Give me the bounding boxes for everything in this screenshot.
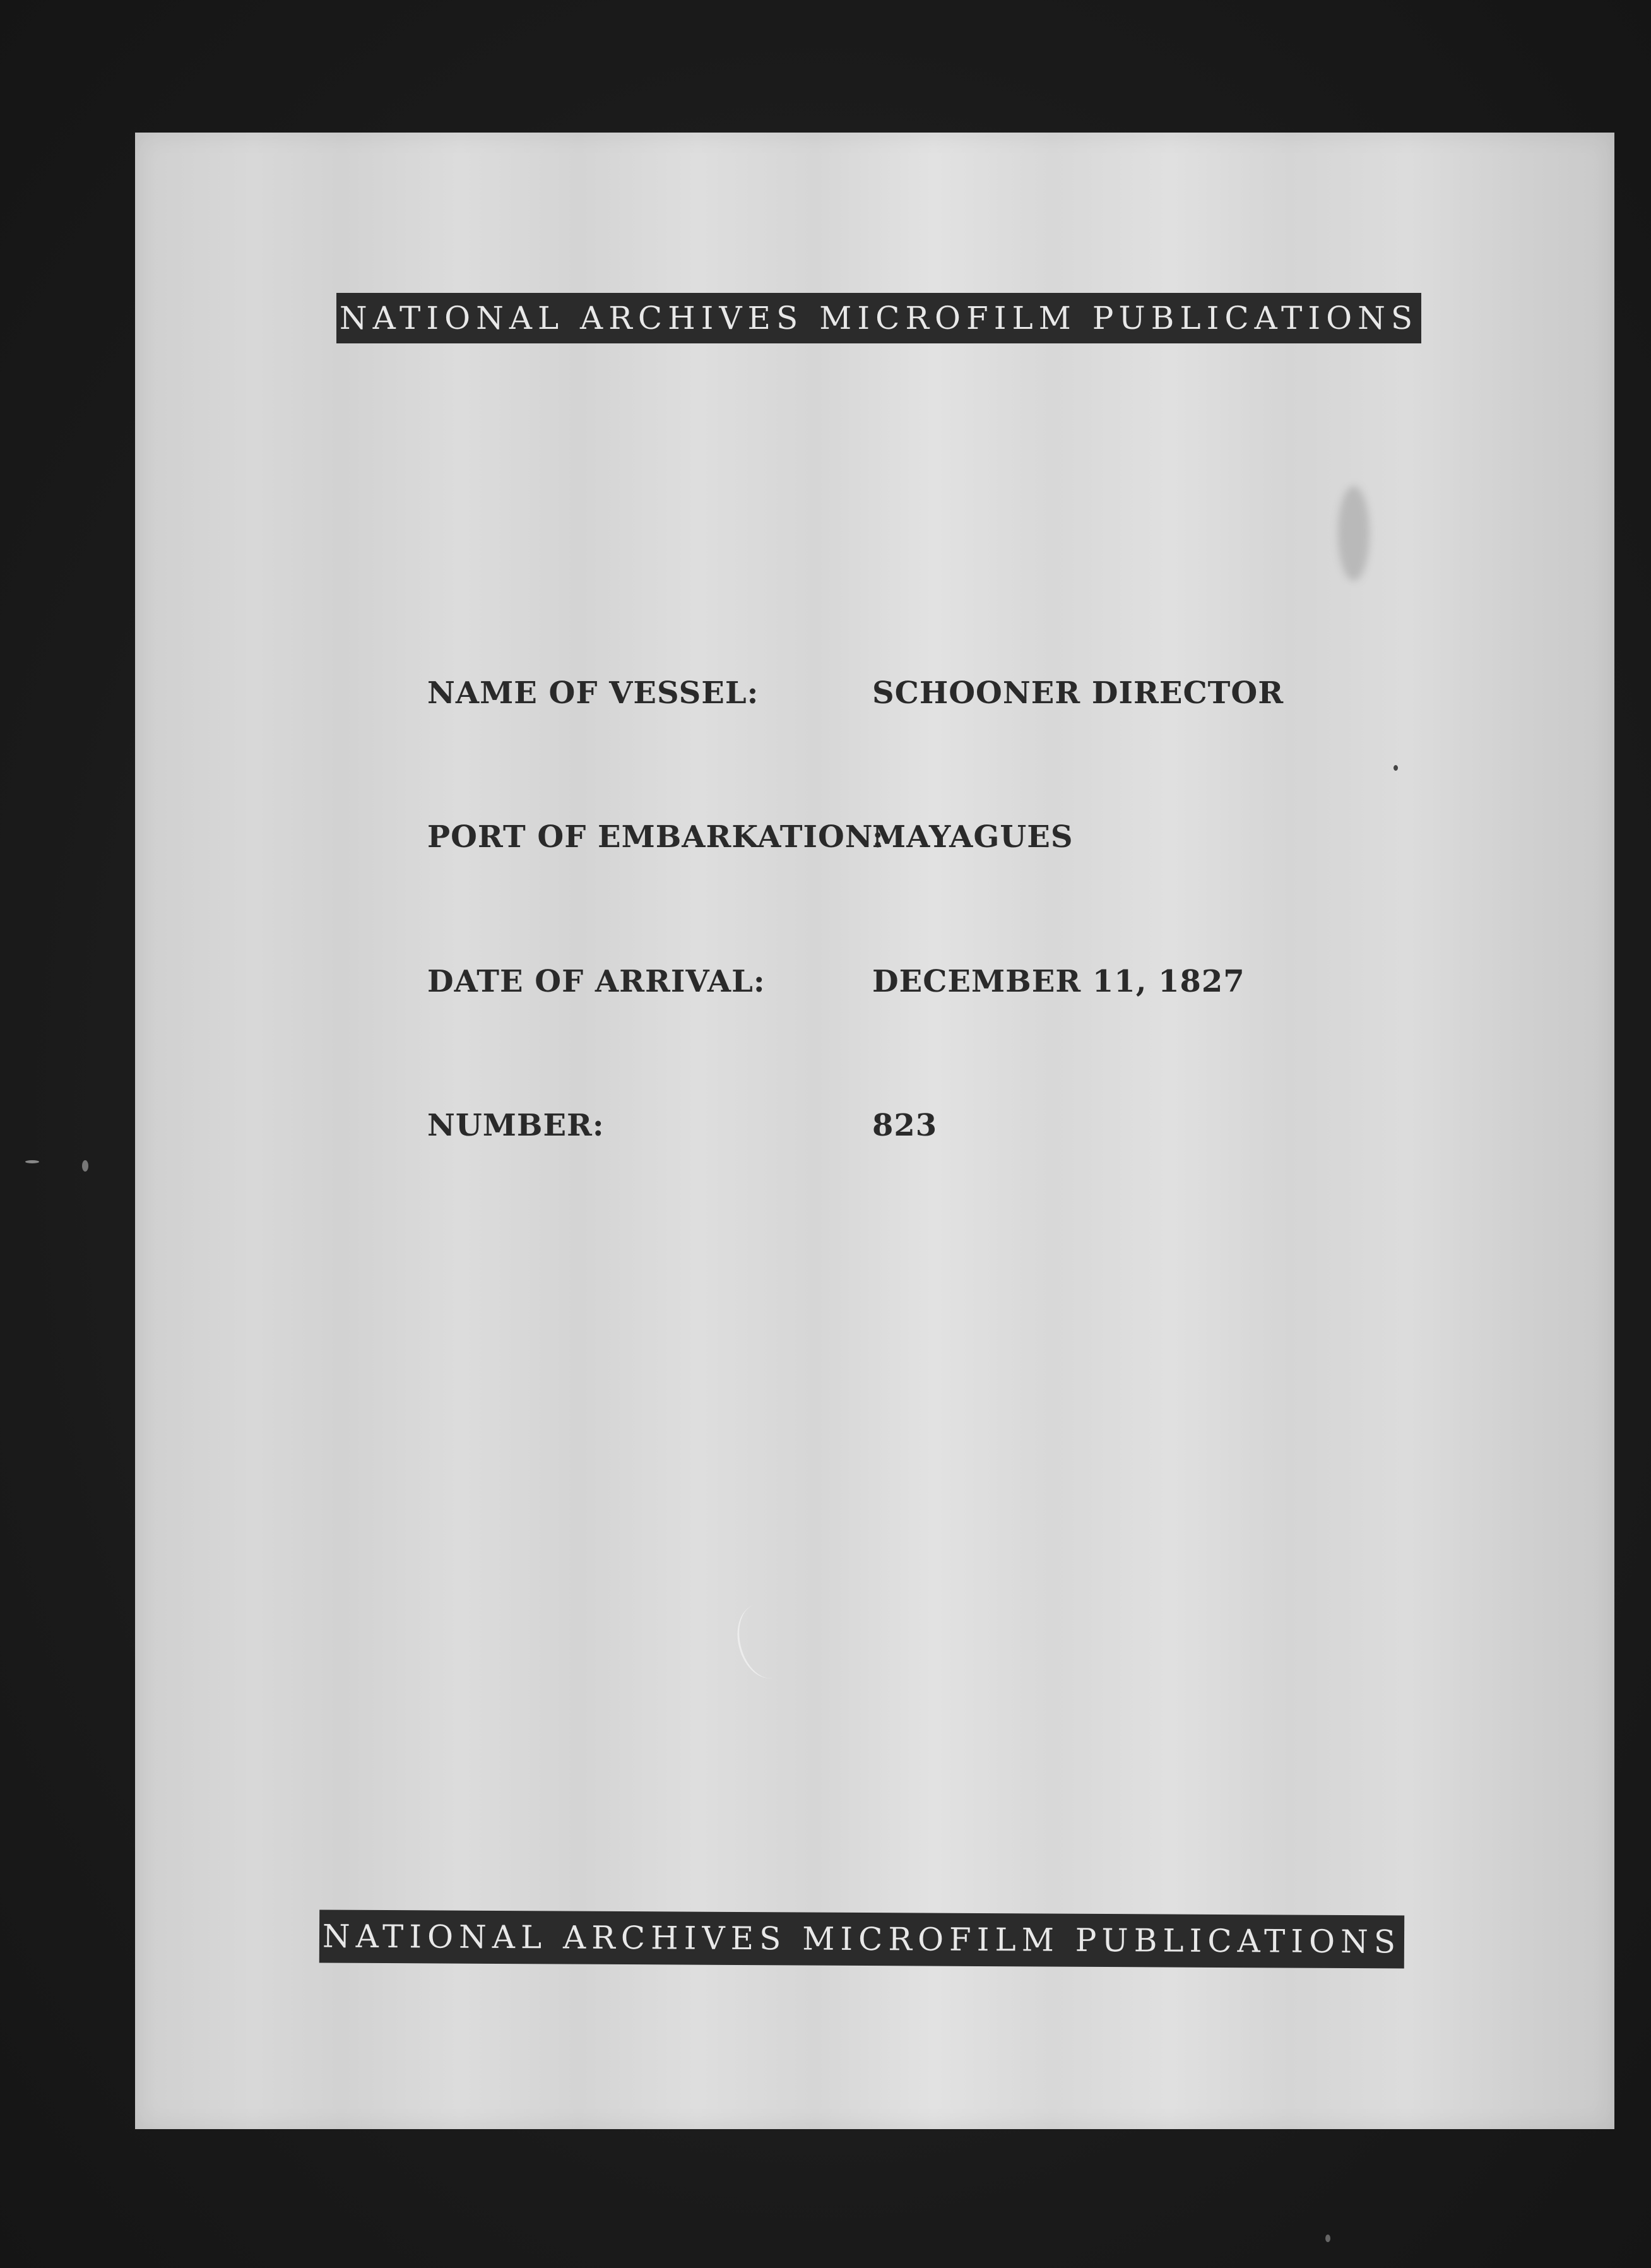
arrival-date-value: DECEMBER 11, 1827 xyxy=(872,964,1245,999)
number-value: 823 xyxy=(872,1108,938,1143)
film-speck xyxy=(25,1160,39,1163)
film-speck xyxy=(82,1160,88,1172)
vessel-label: NAME OF VESSEL: xyxy=(427,675,759,711)
film-speck xyxy=(1325,2235,1330,2242)
port-value: MAYAGUES xyxy=(872,819,1074,855)
vessel-value: SCHOONER DIRECTOR xyxy=(872,675,1284,711)
film-smudge xyxy=(1338,486,1370,581)
top-banner: NATIONAL ARCHIVES MICROFILM PUBLICATIONS xyxy=(336,293,1421,343)
arrival-date-label: DATE OF ARRIVAL: xyxy=(427,964,766,999)
bottom-banner: NATIONAL ARCHIVES MICROFILM PUBLICATIONS xyxy=(319,1910,1404,1969)
port-label: PORT OF EMBARKATION: xyxy=(427,819,884,855)
number-label: NUMBER: xyxy=(427,1108,605,1143)
film-speck xyxy=(1394,765,1398,771)
